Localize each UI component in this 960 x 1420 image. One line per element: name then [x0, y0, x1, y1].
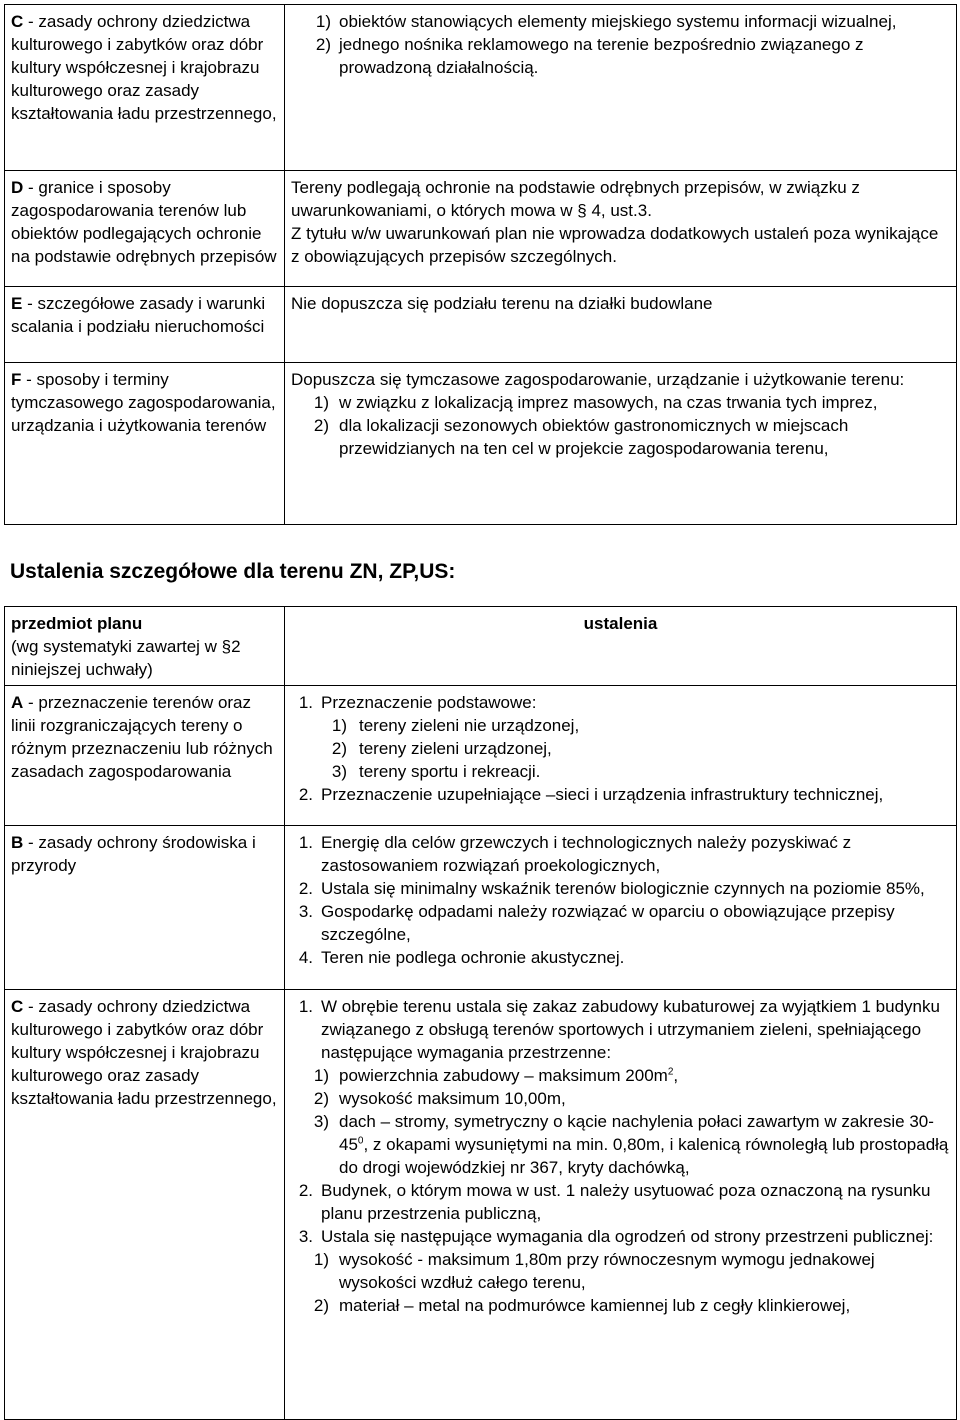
subject-cell: [5, 171, 285, 287]
provision-cell: [285, 171, 957, 287]
provision-cell: [285, 363, 957, 525]
provision-text: Dopuszcza się tymczasowe zagospodarowanie, urządzanie i użytkowanie terenu:: [291, 370, 905, 389]
section-letter: C: [11, 997, 24, 1016]
table-row: [5, 171, 957, 287]
list-item: 1) wysokość - maksimum 1,80m przy równoczesnym wymogu jednakowej wysokości wzdłuż całego terenu,: [313, 1250, 875, 1292]
table-row: [5, 990, 957, 1420]
list-item: 2) tereny zieleni urządzonej,: [331, 739, 552, 758]
list-item: 1) tereny zieleni nie urządzonej,: [331, 716, 580, 735]
table-row: [5, 686, 957, 826]
list-item: 2. Budynek, o którym mowa w ust. 1 należy usytuować poza oznaczoną na rysunku planu przestrzenia publiczną,: [298, 1181, 931, 1223]
subject-cell: [5, 826, 285, 990]
subject-cell: [5, 5, 285, 171]
table-row: [5, 287, 957, 363]
provision-text: Z tytułu w/w uwarunkowań plan nie wprowadza dodatkowych ustaleń poza wynikające z obowiązujących przepisów szczególnych.: [291, 224, 939, 266]
list-item: 3. Gospodarkę odpadami należy rozwiązać w oparciu o obowiązujące przepisy szczególne,: [298, 902, 895, 944]
subject-cell: [5, 287, 285, 363]
subject-text: - szczegółowe zasady i warunki scalania i podziału nieruchomości: [11, 294, 266, 336]
provision-cell: [285, 5, 957, 171]
section-heading: Ustalenia szczegółowe dla terenu ZN, ZP,US:: [10, 560, 456, 583]
list-item: 1. W obrębie terenu ustala się zakaz zabudowy kubaturowej za wyjątkiem 1 budynku związanego z obsługą terenów sportowych i utrzymaniem zieleni, spełniającego następujące wymagania przestrzenne:: [298, 997, 940, 1062]
list-item: 1. Przeznaczenie podstawowe:: [298, 693, 537, 712]
provision-cell: [285, 287, 957, 363]
subject-text: - zasady ochrony środowiska i przyrody: [11, 833, 256, 875]
list-item: 3. Ustala się następujące wymagania dla ogrodzeń od strony przestrzeni publicznej:: [298, 1227, 934, 1246]
list-item: 1) powierzchnia zabudowy – maksimum $200m^2$,: [313, 1066, 679, 1085]
subject-cell: [5, 686, 285, 826]
subject-cell: [5, 990, 285, 1420]
list-item: 2) wysokość maksimum 10,00m,: [313, 1089, 566, 1108]
list-item: 2) dla lokalizacji sezonowych obiektów gastronomicznych w miejscach przewidzianych na ten cel w projekcie zagospodarowania terenu,: [313, 416, 849, 458]
top-table: [4, 4, 957, 525]
table-row: [5, 826, 957, 990]
table-header-row: [5, 607, 957, 686]
list-item: 2. Przeznaczenie uzupełniające –sieci i urządzenia infrastruktury technicznej,: [298, 785, 884, 804]
table-row: [5, 363, 957, 525]
column-header-note: (wg systematyki zawartej w §2 niniejszej uchwały): [11, 637, 241, 679]
column-header-subject: przedmiot planu: [11, 614, 143, 633]
subject-text: - sposoby i terminy tymczasowego zagospodarowania, urządzania i użytkowania terenów: [11, 370, 276, 435]
subject-text: - przeznaczenie terenów oraz linii rozgraniczających tereny o różnym przeznaczeniu lub różnych zasadach zagospodarowania: [11, 693, 273, 781]
column-header-provisions: ustalenia: [285, 607, 957, 686]
subject-text: - zasady ochrony dziedzictwa kulturowego i zabytków oraz dóbr kultury współczesnej i krajobrazu kulturowego oraz zasady kształtowania ładu przestrzennego,: [11, 12, 277, 123]
table-row: [5, 5, 957, 171]
list-item: 2) materiał – metal na podmurówce kamiennej lub z cegły klinkierowej,: [313, 1296, 851, 1315]
provision-cell: [285, 826, 957, 990]
bottom-table: [4, 606, 957, 1420]
provision-cell: [285, 686, 957, 826]
list-item: 3) tereny sportu i rekreacji.: [331, 762, 541, 781]
header-left-cell: [5, 607, 285, 686]
subject-cell: [5, 363, 285, 525]
section-letter: D: [11, 178, 24, 197]
list-item: 1) obiektów stanowiących elementy miejskiego systemu informacji wizualnej,: [315, 12, 897, 31]
section-letter: C: [11, 12, 24, 31]
subject-text: - granice i sposoby zagospodarowania terenów lub obiektów podlegających ochronie na podstawie odrębnych przepisów: [11, 178, 277, 266]
section-letter: E: [11, 294, 23, 313]
list-item: 2. Ustala się minimalny wskaźnik terenów biologicznie czynnych na poziomie 85%,: [298, 879, 925, 898]
section-letter: A: [11, 693, 24, 712]
list-item: 4. Teren nie podlega ochronie akustycznej.: [298, 948, 625, 967]
list-item: 3) dach – stromy, symetryczny o kącie nachylenia połaci zawartym w zakresie $30-45^0$, z okapami wysuniętymi na min. 0,80m, i kalenicą równoległą lub prostopadłą do drogi wojewódzkiej nr 367, kryty dachówką,: [313, 1112, 949, 1177]
provision-text: Nie dopuszcza się podziału terenu na działki budowlane: [291, 294, 713, 313]
list-item: 1) w związku z lokalizacją imprez masowych, na czas trwania tych imprez,: [313, 393, 878, 412]
section-letter: B: [11, 833, 24, 852]
provision-text: Tereny podlegają ochronie na podstawie odrębnych przepisów, w związku z uwarunkowaniami, o których mowa w § 4, ust.3.: [291, 178, 860, 220]
list-item: 1. Energię dla celów grzewczych i technologicznych należy pozyskiwać z zastosowaniem rozwiązań proekologicznych,: [298, 833, 852, 875]
subject-text: - zasady ochrony dziedzictwa kulturowego i zabytków oraz dóbr kultury współczesnej i krajobrazu kulturowego oraz zasady kształtowania ładu przestrzennego,: [11, 997, 277, 1108]
section-letter: F: [11, 370, 22, 389]
list-item: 2) jednego nośnika reklamowego na terenie bezpośrednio związanego z prowadzoną działalnością.: [315, 35, 864, 77]
provision-cell: [285, 990, 957, 1420]
